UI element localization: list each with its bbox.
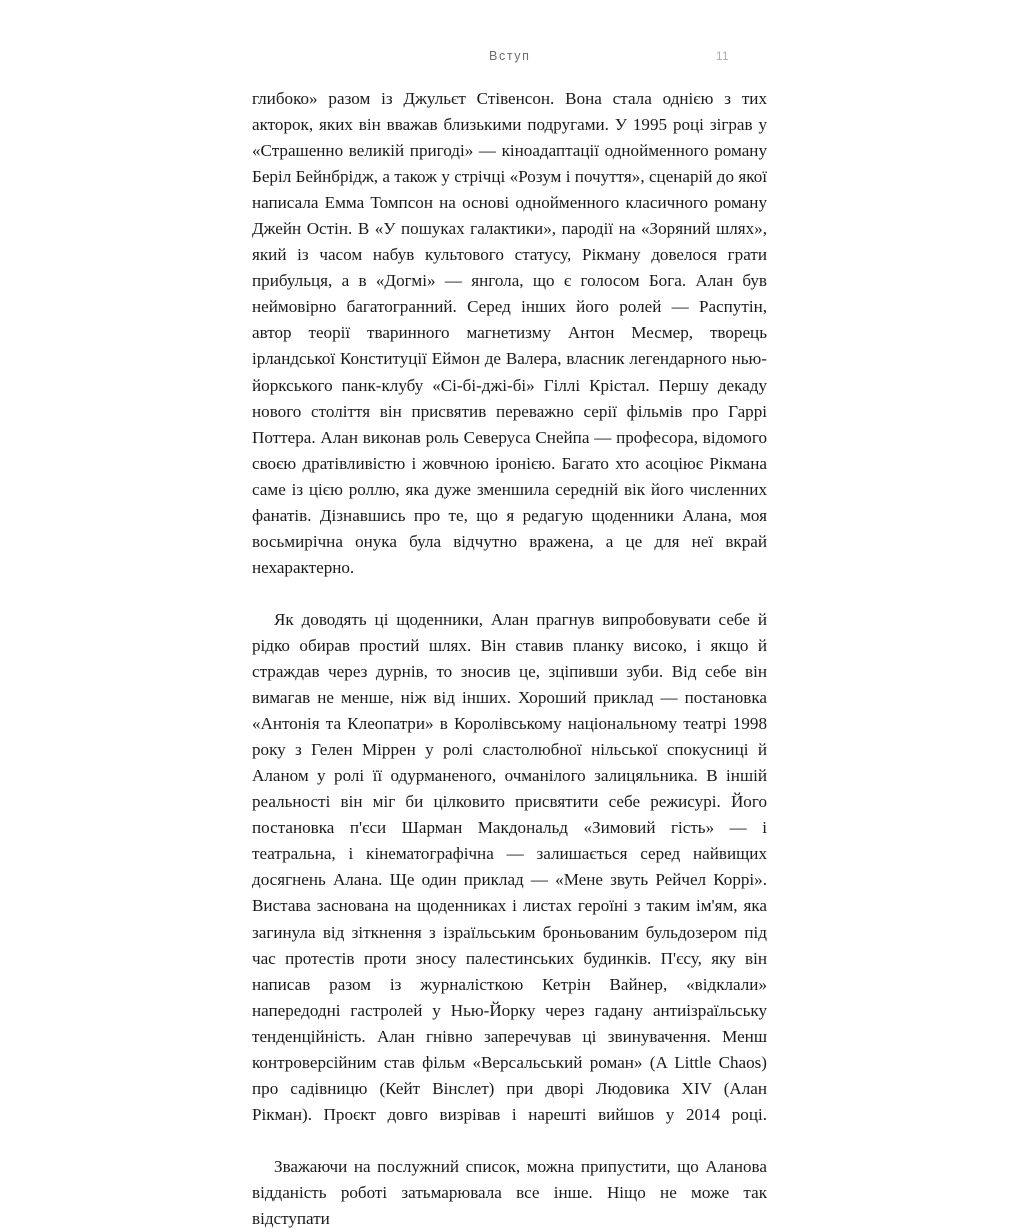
paragraph: глибоко» разом із Джульєт Стівенсон. Вона стала однією з тих акторок, яких він вважав близькими подругами. У 1995 році зіграв у «Страшенно великій пригоді» — кіноадаптації однойменного роману Беріл Бейнбрідж, а також у стрічці «Розум і почуття», сценарій до якої написала Емма Томпсон на основі однойменного класичного роману Джейн Остін. В «У пошуках галактики», пародії на «Зоряний шлях», який із часом набув культового статусу, Рікману довелося грати прибульця, а в «Догмі» — янгола, що є голосом Бога. Алан був неймовірно багатогранний. Серед інших його ролей — Распутін, автор теорії тваринного магнетизму Антон Месмер, творець ірландської Конституції Еймон де Валера, власник легендарного нью-йоркського панк-клубу «Сі-бі-джі-бі» Гіллі Крістал. Першу декаду нового століття він присвятив переважно серії фільмів про Гаррі Поттера. Алан виконав роль Северуса Снейпа — професора, відомого своєю дратівливістю і жовчною іронією. Багато хто асоціює Рікмана саме із цією роллю, яка дуже зменшила середній вік його численних фанатів. Дізнавшись про те, що я редагую щоденники Алана, моя восьмирічна онука була відчутно вражена, а це для неї вкрай нехарактерно. — [252, 89, 767, 577]
running-head — [252, 48, 766, 68]
paragraph: Як доводять ці щоденники, Алан прагнув випробовувати себе й рідко обирав простий шлях. Він ставив планку високо, і якщо й страждав через дурнів, то зносив це, зціпивши зуби. Від себе він вимагав не менше, ніж від інших. Хороший приклад — постановка «Антонія та Клеопатри» в Королівському національному театрі 1998 року з Гелен Міррен у ролі сластолюбної нільської спокусниці й Аланом у ролі її одурманеного, очманілого залицяльника. В іншій реальності він міг би цілковито присвятити себе режисурі. Його постановка п'єси Шарман Макдональд «Зимовий гість» — і театральна, і кінематографічна — залишається серед найвищих досягнень Алана. Ще один приклад — «Мене звуть Рейчел Коррі». Вистава заснована на щоденниках і листах героїні з таким ім'ям, яка загинула від зіткнення з ізраїльським броньованим бульдозером під час протестів проти зносу палестинських будинків. П'єсу, яку він написав разом із журналісткою Кетрін Вайнер, «відклали» напередодні гастролей у Нью-Йорку через гадану антиізраїльську тенденційність. Алан гнівно заперечував ці звинувачення. Менш контроверсійним став фільм «Версальський роман» (A Little Chaos) про садівницю (Кейт Вінслет) при дворі Людовика XIV (Алан Рікман). Проєкт довго визрівав і нарешті вийшов у 2014 році. — [252, 609, 767, 1124]
paragraph: Зважаючи на послужний список, можна припустити, що Аланова відданість роботі затьмарювала все інше. Ніщо не може так відступати — [252, 1156, 767, 1229]
body-text-block — [252, 86, 767, 1232]
running-head-title: Вступ — [489, 49, 531, 63]
page-number: 11 — [716, 51, 730, 63]
